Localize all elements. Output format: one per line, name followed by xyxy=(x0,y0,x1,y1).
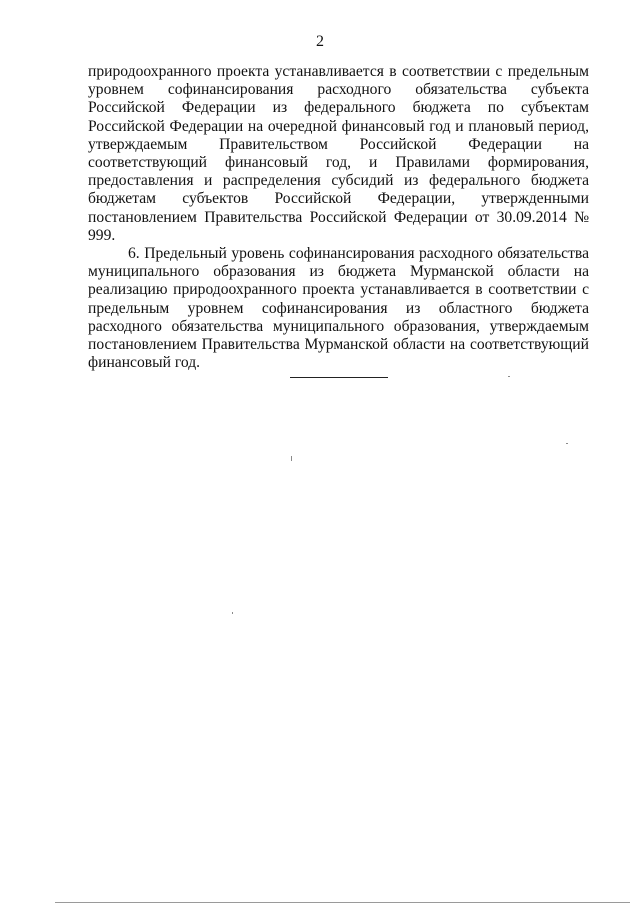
scan-bottom-edge xyxy=(55,902,630,903)
scan-speck xyxy=(291,456,292,461)
document-body xyxy=(88,63,589,372)
scan-speck xyxy=(566,443,568,444)
paragraph-continuation: природоохранного проекта устанавливается в соответствии с предельным уровнем софинансирования расходного обязательства субъекта Российской Федерации из федерального бюджета по субъектам Российской Федерации на очередной финансовый год и плановый период, утверждаемым Правительством Российской Федерации на соответствующий финансовый год, и Правилами формирования, предоставления и распределения субсидий из федерального бюджета бюджетам субъектов Российской Федерации, утвержденными постановлением Правительства Российской Федерации от 30.09.2014 № 999. xyxy=(88,63,589,244)
end-of-text-rule xyxy=(290,377,388,378)
paragraph-item-6: 6. Предельный уровень софинансирования расходного обязательства муниципального образования из бюджета Мурманской области на реализацию природоохранного проекта устанавливается в соответствии с предельным уровнем софинансирования из областного бюджета расходного обязательства муниципального образования, утверждаемым постановлением Правительства Мурманской области на соответствующий финансовый год. xyxy=(88,245,589,372)
scan-speck xyxy=(508,376,510,377)
page-number: 2 xyxy=(316,33,324,50)
scan-speck xyxy=(232,612,233,614)
